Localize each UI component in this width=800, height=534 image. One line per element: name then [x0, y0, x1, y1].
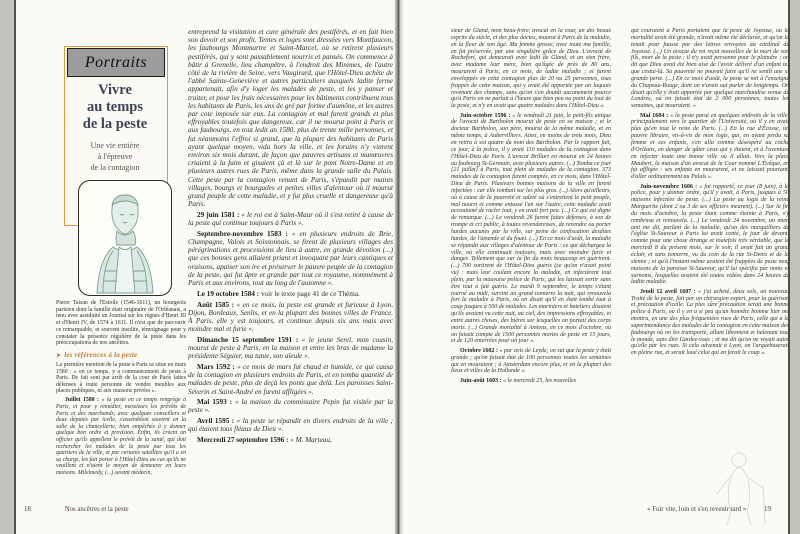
- journal-entry: [188, 398, 393, 414]
- entry-text: « le vendredi 21 juin, le petit-fils unique de l'avocat de Bartholon mourut de peste en sa maison ; et le docteur Bartholon, son père, mourut de la même maladie, et en même temps, à Aubervilliers. Ainsi, en moins de trois mois, Dieu en retira à soi quatre du nom des Bartholon. Par le rapport fait, ce jour, à la police, il y avait 110 malades de la contagion dans l'Hôtel-Dieu de Paris. L'avocat Brillart en mourut en 24 heures au faubourg St-Germain, avec plusieurs autres. (...) Tomba ce jour [21 juillet] à Paris, tout plein de malades de la contagion. 373 malades de la contagion furent comptés, en ce mois, dans l'Hôtel-Dieu de Paris. Plusieurs bonnes maisons de la ville en furent infectées : car elle tombait sur les plus gros. (...) Alors qu'ailleurs, où à cause de la pauvreté et saleté où s'entretient le petit peuple, mal nourri et comme entassé l'un sur l'autre, cette maladie avait accoutumé de racler tout, y en avait fort peu. (...) Ce qui est digne de remarque. (...) Le vendredi 26 furent faites défenses, à son de trompe et cri public, à toutes revenderesses, de revendre ou porter hardes aucunes par la ville, sur peine de confiscation desdites hardes, de l'amende et du fouet. (...) En ce mois d'août, la maladie se répandit aux villages d'alentour de Paris : ce qui déchargea la ville, où elle continuait toujours, mais avec moindre furie et danger. Tellement que sur la fin du mois beaucoup en guérirent. (...) 700 sortirent de l'Hôtel-Dieu guéris (ce qu'on n'avait point vu) : mais leur coulant encore la maladie, en infectèrent tout plein, par la mauvaise police de Paris, qui les laissait sortir sans être tout à fait guéris. Le mardi 9 septembre, le temps s'étant tourné au midi, survint un grand tonnerre la nuit, qui renouvela fort la maladie à Paris, où on disait qu'il en était tombé tout à coup jusques à 500 de malades. Les mariniers et bateliers disaient qu'ils avaient vu cette nuit, au ciel, des impressions effroyables, et entre autres choses, des bières sur lesquelles on portait des corps morts. (...) Grande mortalité à Amiens, en ce mois d'octobre, où on faisait compte de 1500 personnes mortes de peste en 15 jours, et de 120 enterrées pour un jour ».: [451, 112, 611, 345]
- entry-date: Juillet 1580 :: [65, 397, 102, 404]
- entry-date: Jeudi 12 avril 1607 :: [640, 288, 699, 295]
- journal-entry: [188, 336, 393, 361]
- arrow-icon: ➤: [56, 352, 62, 359]
- entry-date: Septembre-novembre 1583 :: [197, 229, 292, 238]
- entry-date: Mai 1604 :: [640, 112, 671, 119]
- entry-text: « la peste en ce temps rengrège à Paris, et pour y remédier, messieurs les prévôts de Paris et des marchands, avec quelques conseillers et deux députés par icelle, s'assemblent souvent en la salle de la chancellerie, bien empêchés à y donner quelque bon ordre et provision. Enfin, ils créent un officier qu'ils appellent le prévôt de la santé, qui doit rechercher les malades de la peste par tous les quartiers de la ville, et par certains satellites qu'il a en sa charge, les fait porter à l'Hôtel-Dieu au cas qu'ils ne veuillent et n'aient le moyen de demeurer en leurs maisons. Milelmedy, (...) savant médecin,: [56, 397, 186, 476]
- bust-engraving-icon: [79, 181, 171, 295]
- left-footer: [24, 505, 324, 513]
- journal-entry: [188, 436, 393, 444]
- left-body-column: [188, 28, 393, 494]
- journal-entry: [451, 378, 611, 385]
- article-title: Vivre au temps de la peste: [82, 82, 148, 132]
- entry-text: La première mention de la peste à Paris se situe en mars 1580 : « en ce temps, y a commencement de peste à Paris. De fait sont par arrêt de la cour de Paris faites défenses à toute personne de vendre meubles aux places publiques, ni aux maisons privées ».: [56, 361, 186, 395]
- page-number: 19: [764, 505, 771, 513]
- right-page: [399, 0, 790, 534]
- journal-entry: [188, 230, 393, 287]
- journal-entry: [188, 28, 393, 208]
- intro-paragraph: Pierre Taisan de l'Estoile (1546-1611), un bourgeois parisien dont la famille était originaire de l'Orléanais, a tenu avec assiduité un Journal sur les règnes d'Henri III et d'Henri IV, de 1574 à 1611. Il n'est que de parcourir ce remarquable, et souvent insolite, témoignage pour y constater la présence régulière de la peste dans les préoccupations de nos ancêtres.: [56, 300, 186, 347]
- entry-text: « fut rapporté, ce jour (8 juin), à la police, pour y donner ordre, qu'il y avait, à Paris, jusques à 50 maisons infectées de peste. (...) La peste au logis de la reine Marguerite (dont 2 ou 3 de ses officiers meurent). (...) Sur la fin du mois d'octobre, la peste étant comme éteinte à Paris, s'y rembrasa et renouvela. (...) Le vendredi 24 novembre, un mien ami me dit, parlant de la maladie, qu'un des marguilliers de l'église St-Sauveur à Paris lui avait conté, le jour de devant, comme pour une chose étrange et toutefois très véritable, que le mercredi 8 du présent mois, sur le soir, il avait fait un grand éclair, et sans tonnerre, vu du coin de la rue St-Denis et de la sienne ; et qu'à l'instant même avaient été frappées de peste neuf maisons de la paroisse St-Sauveur, qu'il lui spécifia par noms et surnoms, lesquelles avaient été toutes vidées dans 24 heures de ladite maladie.: [631, 183, 789, 286]
- entry-date: Juin-octobre 1596 :: [460, 112, 513, 119]
- entry-text: « en plusieurs endroits de Brie, Champagne, Valois et Soissonnais, se firent de plusieurs villages des pérégrinations et processions de lieu à autre, en grande dévotion (...) que ces bonnes gens allaient priant et invoquant par leurs cantiques et oraisons, apaiser son ire et préserver le pauvre peuple de la contagion de la peste, qui fut âpre et grande par tout ce royaume, nommément à Paris et aux environs, tout au long de l'automne ».: [188, 229, 393, 288]
- entry-text: « j'ai acheté, deux sols, un nouveau Traité de la peste, fait par un chirurgien expert, pour la guérison et précaution d'icelle. La plus sûre précaution serait une bonne police à Paris, où il y en a si peu qu'un honnête homme hier me montra, en une des plus fréquentées rues de Paris, celle qui a la superintendance des malades de la contagion en cette maison des faubourgs où on les transporte, allant librement et halenant tout le monde, sans dire Gardez-vous ; et me dit qu'on ne voyait autre qu'elle par les rues. Si cela advenait à Lyon, on l'arquebuserait en pleine rue, et serait loué celui qui en ferait le coup ».: [631, 288, 789, 357]
- entry-text: « ce mois de mars fut chaud et humide, ce qui causa de la contagion en plusieurs endroits de Paris, et en tomba quantité de malades de peste, plus de deçà les ponts que delà. Les paroisses Saint-Séverin et Saint-André en furent affligées ».: [188, 362, 393, 396]
- portraits-kicker-box: [67, 48, 165, 77]
- entry-text: « en ce mois, la peste est grande et furieuse à Lyon, Dijon, Bordeaux, Senlis, et en la plupart des bonnes villes de France. À Paris, elle y est toujours, et continue depuis six ans mais avec moindre mal et furie ».: [188, 300, 393, 334]
- portraits-kicker-label: Portraits: [84, 53, 148, 71]
- left-page: [14, 0, 399, 534]
- footer-motto: « Fuir vite, loin et s'en revenir tard »: [647, 506, 747, 513]
- journal-entry: [188, 417, 393, 433]
- entry-text: « le jeune Serel, mon cousin, mourut de peste à Paris, en la maison et entre les bras de madame la présidente Séguier, ma tante, son aïeule ».: [188, 335, 393, 361]
- journal-entry: [56, 362, 186, 395]
- journal-entry: [451, 113, 611, 346]
- journal-entry: [56, 397, 186, 476]
- entry-date: Le 19 octobre 1584 :: [197, 289, 261, 298]
- margin-text-block: [56, 300, 186, 479]
- entry-text: sieur de Gland, mon beau-frère, avocat en la cour, un des beaux esprits du siècle, et des plus doctes, mourut à Paris de la maladie, en la fleur de son âge. Ma femme grosse, avec toute ma famille, en fut préservée, par une singulière grâce de Dieu. L'avocat de Rochefort, qui demeurait avec ledit de Gland, et un sien frère, avec madame leur mère, bien qu'âgée de près de 80 ans, moururent à Paris, en ce mois, de ladite maladie ; et furent enveloppés en cette contagion plus de 20 ou 25 personnes, tous frappés de cette maison, qui y avait été apportée par un laquais revenant des champs, sans qu'on s'en doutât aucunement pource qu'à Paris on ne parlait à l'heure que bien peu ou point du tout de la peste, et n'y en avait que quatre malades dans l'Hôtel-Dieu ».: [451, 28, 611, 110]
- entry-date: 29 juin 1581 :: [197, 210, 242, 219]
- journal-entry: [188, 363, 393, 396]
- entry-date: Juin-août 1603 :: [460, 377, 504, 384]
- entry-text: « le roi est à Saint-Maur où il s'est retiré à cause de la peste qui continue toujours à Paris ».: [188, 210, 393, 228]
- left-margin-column: [56, 28, 186, 506]
- entry-text: « la peste parut en quelques endroits de la ville, principalement vers le quartier de l'Université, où il y en avait plus qu'en tout le reste de Paris. (...) En la rue d'Écosse, un pauvre libraire, vis-à-vis de mon logis, qui, en ayant perdu sa femme et ses enfants, s'en alla comme désespéré au coche d'Orléans, en danger de gâter ceux qui y étaient, et à l'aventure en infecter toute une bonne ville où il allait. Vers la place Maubert, la maison d'un avocat de la Cour nommé L'Évêque, en fut affligée : ses enfants en moururent, et ne laissait pourtant, d'aller ordinairement au Palais ».: [631, 112, 789, 181]
- entry-text: entreprend la visitation et cure générale des pestiférés, et en fait bien son devoir et son profit. Tentes et loges sont dressées vers Montfaucon, les faubourgs Montmartre et Saint-Marcel, où se retirent plusieurs pestiférés, qui y sont passablement nourris et pansés. On commence à bâtir à Grenelle, lieu champêtre, à l'endroit des Minimes, de l'autre côté de la rivière de Seine, vers Vaugirard, que l'Hôtel-Dieu achète de l'abbé Sainte-Geneviève et autres particuliers auxquels ladite ferme appartenait, afin d'y loger les malades de peste, et les y panser et traiter, et pour les frais nécessaires pour les bâtiments contribuent tous les habitants de Paris, les uns de gré par forme d'aumône, et les autres par cote imposée sur eux. La contagion et mal furent grands et plus effroyables toutefois que dangereux, car il ne mourut point à Paris et aux faubourgs, en tout ledit an 1580, plus de trente mille personnes, et fut néanmoins l'effroi si grand, que la plupart des habitants de Paris ayant quelque moyen, vida hors la ville, et les forains n'y vinrent environ six mois durant, de façon que pauvres artisans et manœuvres criaient à la faim et gisaient çà et là sur le pont Notre-Dame et en plusieurs autres rues de Paris, même dans la grande salle du Palais. Cette peste par la contagion venant de Paris, s'épandit par maints villages, bourgs et bourgades et petites villes d'alentour où il mourut grand peuple de cette maladie, et y fut plus cruelle et dangereuse qu'à Paris.: [188, 28, 393, 209]
- journal-entry: [188, 301, 393, 334]
- faint-figure-sketch: [695, 448, 781, 533]
- entry-date: Mai 1593 :: [197, 398, 235, 407]
- article-subtitle: Une vie entière à l'épreuve de la contagion: [90, 141, 140, 172]
- journal-entry: [631, 113, 789, 181]
- journal-entry: [451, 348, 611, 375]
- margin-entries: [56, 362, 186, 477]
- entry-text: « le mercredi 25, les nouvelles: [503, 377, 577, 384]
- page-fold-shadow: [394, 0, 404, 534]
- entry-text: « M. Marteau,: [290, 436, 332, 445]
- right-column-2: [631, 28, 789, 492]
- entry-text: « la maison du commissaire Pepin fut visitée par la peste ».: [188, 398, 393, 415]
- journal-entry: [188, 211, 393, 227]
- entry-date: Avril 1595 :: [197, 417, 237, 426]
- entry-text: « la peste se répandit en divers endroits de la ville ; qui étaient tous fléaux de Dieu ».: [188, 417, 393, 434]
- figure-sketch-icon: [695, 448, 781, 528]
- entry-date: Mars 1592 :: [197, 362, 238, 371]
- entry-date: Octobre 1602 :: [460, 347, 500, 354]
- entry-date: Mercredi 27 septembre 1596 :: [197, 436, 291, 445]
- journal-entry: [631, 184, 789, 287]
- entry-date: Août 1585 :: [197, 300, 237, 309]
- portrait-bust-engraving: [78, 180, 172, 296]
- journal-entry: [188, 290, 393, 298]
- right-footer: [399, 505, 781, 513]
- right-column-1: [451, 28, 611, 492]
- journal-entry: [451, 28, 611, 110]
- footer-title: Nos ancêtres et la peste: [64, 506, 129, 513]
- journal-entry: [631, 289, 789, 357]
- page-number: 18: [24, 505, 31, 513]
- entry-date: Dimanche 15 septembre 1591 :: [197, 335, 302, 344]
- entry-text: « par avis de Leyde, on sut que la peste y était grande ; qu'on faisait état de 100 personnes toutes les semaines qui en mouraient ; à Amsterdam encore plus, et en la plupart des lieux et villes de la Hollande ».: [451, 347, 611, 375]
- entry-date: Juin-novembre 1606 :: [640, 183, 700, 190]
- entry-text: voir le texte page 41 de ce Théma.: [260, 289, 360, 298]
- section-heading: ➤ les références à la peste: [56, 350, 138, 359]
- entry-text: qui couraient à Paris portaient que la peste de Joyeuse, où la mortalité avait été grande, n'avait même été déclarée, et qu'on la tenait pour fausse par des lettres envoyées au cardinal de Joyeuse. (...) Un avocat du roi reçut nouvelles de la mort de son fils, mort de la peste ; il n'y avait personne pour le plaindre ; on dit que Dieu avait été bien aise de l'avoir délivré d'un enfant tel que cestui-là. Sa pauvreté ne pouvait faire qu'il ne sentît une si grande perte. (...) En ce mois d'août, la peste se mit à l'enseigne du Chapeau-Rouge, dont on n'avait ouï parler de longtemps. On disait qu'elle y était apportée par quelque marchandise venue de Londres, où on faisait état de 2 000 personnes, toutes les semaines, qui mouraient. »: [631, 28, 789, 110]
- journal-entry: [631, 28, 789, 110]
